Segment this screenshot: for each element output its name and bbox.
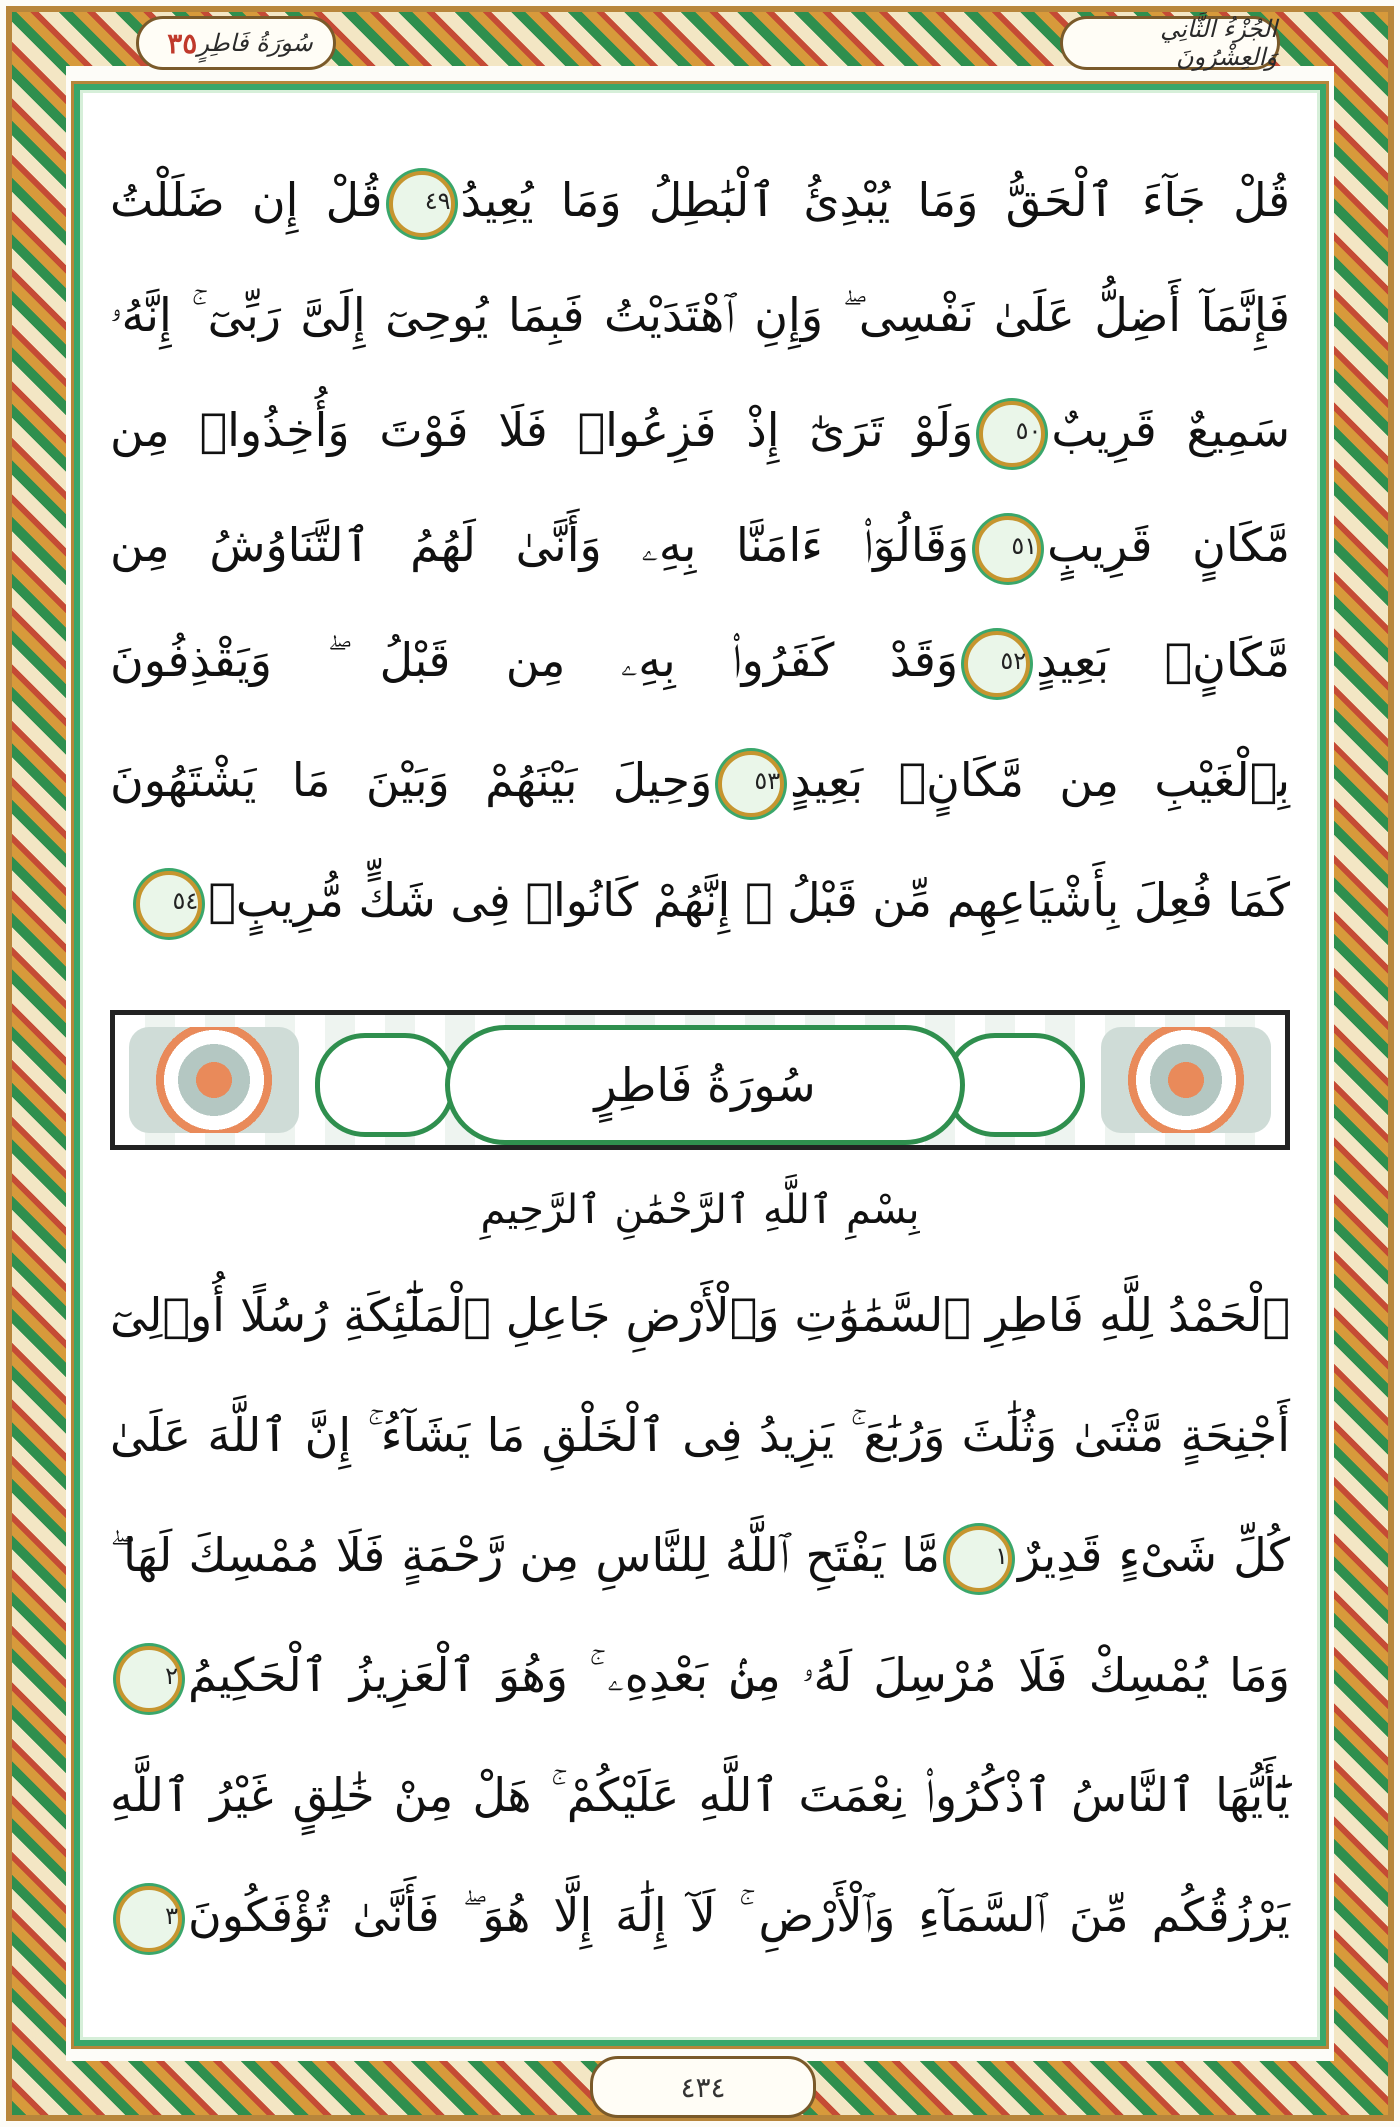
verse-text: فَإِنَّمَآ أَضِلُّ عَلَىٰ نَفْسِى ۖ وَإِنِ ٱهْتَدَيْتُ فَبِمَا يُوحِىٓ إِلَىَّ رَبِّىٓ ۚ إِنَّهُۥ — [110, 288, 1290, 342]
ayah-marker-icon: ٥٠ — [979, 401, 1045, 467]
quran-line — [110, 150, 1290, 250]
quran-line — [110, 610, 1290, 710]
verse-text: بِٱلْغَيْبِ مِن مَّكَانٍۭ بَعِيدٍ — [790, 753, 1290, 807]
ayah-marker-icon: ٣ — [116, 1886, 182, 1952]
cartouche-ornament-icon — [945, 1033, 1085, 1137]
verse-text: كَمَا فُعِلَ بِأَشْيَاعِهِم مِّن قَبْلُ ۚ إِنَّهُمْ كَانُوا۟ فِى شَكٍّ مُّرِيبٍۭ — [208, 873, 1290, 927]
ayah-marker-icon: ٥٣ — [718, 751, 784, 817]
surah-title: سُورَةُ فَاطِرٍ — [445, 1025, 965, 1145]
ayah-marker-icon: ٥٢ — [964, 631, 1030, 697]
surah-name-label: سُورَةُ فَاطِرٍ — [197, 29, 313, 57]
juz-header-label — [1060, 16, 1280, 70]
verse-text: وَمَا يُمْسِكْ فَلَا مُرْسِلَ لَهُۥ مِنۢ بَعْدِهِۦ ۚ وَهُوَ ٱلْعَزِيزُ ٱلْحَكِيمُ — [188, 1648, 1290, 1702]
ayah-marker-icon: ٤٩ — [389, 171, 455, 237]
verse-text: سَمِيعٌ قَرِيبٌ — [1051, 403, 1291, 457]
floral-ornament-icon — [129, 1027, 299, 1133]
quran-line — [110, 850, 1290, 950]
quran-line — [110, 1505, 1290, 1605]
verse-text: مَّكَانٍ قَرِيبٍ — [1047, 518, 1290, 572]
quran-line — [110, 1745, 1290, 1845]
page-number: ٤٣٤ — [590, 2056, 816, 2118]
verse-text: وَلَوْ تَرَىٰٓ إِذْ فَزِعُوا۟ فَلَا فَوْتَ وَأُخِذُوا۟ مِن — [110, 403, 974, 457]
juz-label: الجُزْءُ الثَّانِي وَالعِشْرُونَ — [1160, 15, 1277, 71]
verse-text: وَقَدْ كَفَرُوا۟ بِهِۦ مِن قَبْلُ ۖ وَيَقْذِفُونَ — [110, 633, 959, 687]
verse-text: أَجْنِحَةٍ مَّثْنَىٰ وَثُلَٰثَ وَرُبَٰعَ ۚ يَزِيدُ فِى ٱلْخَلْقِ مَا يَشَآءُ ۚ إِنَّ ٱللَّهَ عَلَىٰ — [110, 1408, 1290, 1462]
verse-text: وَحِيلَ بَيْنَهُمْ وَبَيْنَ مَا يَشْتَهُونَ — [110, 753, 713, 807]
ayah-marker-icon: ١ — [946, 1526, 1012, 1592]
surah-header-label — [136, 16, 336, 70]
quran-line — [110, 265, 1290, 365]
cartouche-ornament-icon — [315, 1033, 455, 1137]
quran-line — [110, 1625, 1290, 1725]
quran-line — [110, 730, 1290, 830]
verse-text: قُلْ جَآءَ ٱلْحَقُّ وَمَا يُبْدِئُ ٱلْبَٰطِلُ وَمَا يُعِيدُ — [460, 173, 1290, 227]
surah-number: ٣٥ — [167, 26, 198, 60]
ayah-marker-icon: ٥١ — [975, 516, 1041, 582]
quran-line — [110, 1265, 1290, 1365]
verse-text: كُلِّ شَىْءٍ قَدِيرٌ — [1018, 1528, 1291, 1582]
verse-text: مَّا يَفْتَحِ ٱللَّهُ لِلنَّاسِ مِن رَّحْمَةٍ فَلَا مُمْسِكَ لَهَا ۖ — [110, 1528, 941, 1582]
ayah-marker-icon: ٥٤ — [136, 871, 202, 937]
verse-text: قُلْ إِن ضَلَلْتُ — [110, 173, 383, 227]
quran-line — [110, 380, 1290, 480]
verse-text: وَقَالُوٓا۟ ءَامَنَّا بِهِۦ وَأَنَّىٰ لَهُمُ ٱلتَّنَاوُشُ مِن — [110, 518, 970, 572]
quran-line — [110, 1385, 1290, 1485]
verse-text: مَّكَانٍۭ بَعِيدٍ — [1036, 633, 1290, 687]
quran-line — [110, 1865, 1290, 1965]
ayah-marker-icon: ٢ — [116, 1646, 182, 1712]
verse-text: يَرْزُقُكُم مِّنَ ٱلسَّمَآءِ وَٱلْأَرْضِ ۚ لَآ إِلَٰهَ إِلَّا هُوَ ۖ فَأَنَّىٰ تُؤْفَكُونَ — [188, 1888, 1290, 1942]
verse-text: يَٰٓأَيُّهَا ٱلنَّاسُ ٱذْكُرُوا۟ نِعْمَتَ ٱللَّهِ عَلَيْكُمْ ۚ هَلْ مِنْ خَٰلِقٍ غَيْرُ ٱللَّهِ — [110, 1768, 1290, 1822]
surah-title-banner — [110, 1010, 1290, 1150]
basmala: بِسْمِ ٱللَّهِ ٱلرَّحْمَٰنِ ٱلرَّحِيمِ — [480, 1187, 920, 1233]
verse-text: ٱلْحَمْدُ لِلَّهِ فَاطِرِ ٱلسَّمَٰوَٰتِ وَٱلْأَرْضِ جَاعِلِ ٱلْمَلَٰٓئِكَةِ رُسُلًا أُو۟لِىٓ — [110, 1288, 1290, 1342]
quran-line — [110, 495, 1290, 595]
floral-ornament-icon — [1101, 1027, 1271, 1133]
